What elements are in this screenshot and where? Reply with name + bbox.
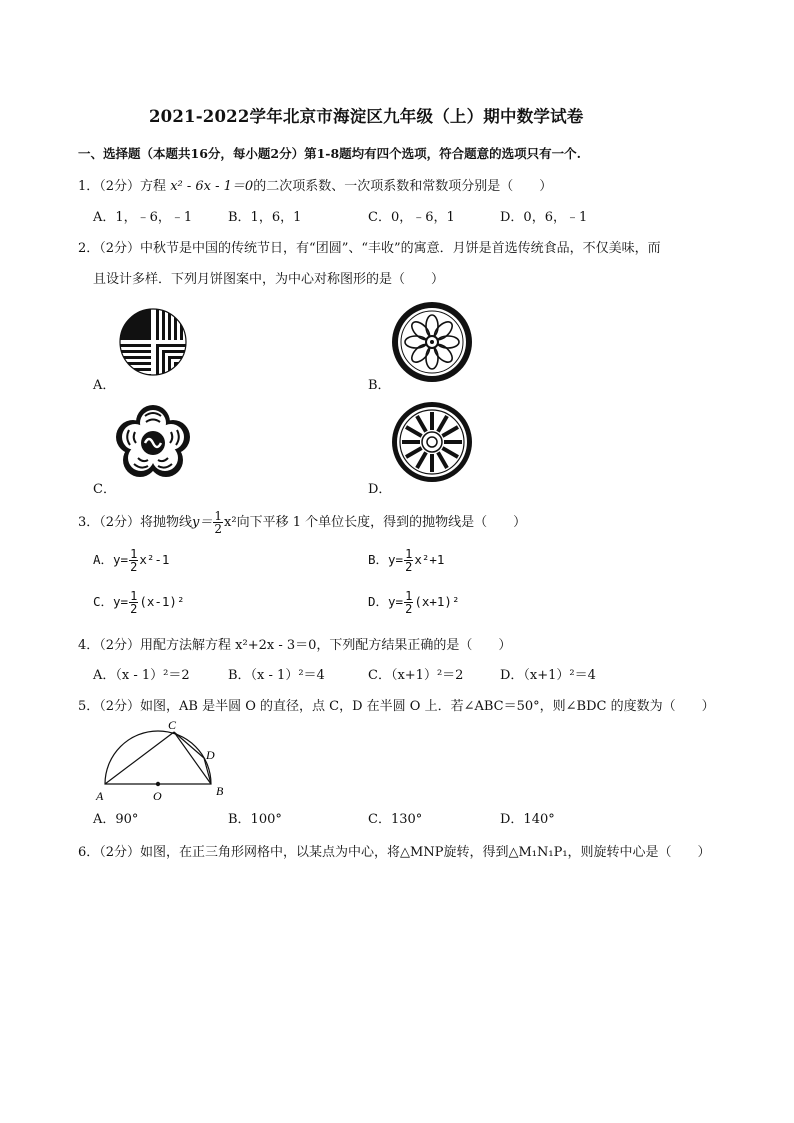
q3-option-c-den: 2 <box>130 602 138 616</box>
q4-option-d[interactable]: D．（x+1）²＝4 <box>500 668 596 683</box>
q1-option-c[interactable]: C．0，﹣6，1 <box>368 210 455 225</box>
q1-option-a[interactable]: A．1，﹣6，﹣1 <box>93 210 193 225</box>
section-header: 一、选择题（本题共16分，每小题2分）第1-8题均有四个选项，符合题意的选项只有一个. <box>78 146 582 161</box>
q3-option-b-den: 2 <box>405 560 413 574</box>
q3-option-d-den: 2 <box>405 602 413 616</box>
q3-option-a-lhs: y= <box>113 552 129 567</box>
q3-option-a-fraction <box>129 548 138 573</box>
q5-option-a[interactable]: A．90° <box>93 812 139 827</box>
question-2-stem-line1: 2．（2分）中秋节是中国的传统节日，有“团圆”、“丰收”的寓意．月饼是首选传统食品，不仅美味，而 <box>78 241 661 256</box>
q3-option-a-den: 2 <box>130 560 138 574</box>
q3-option-d-lhs: y= <box>388 594 404 609</box>
q5-option-b[interactable]: B．100° <box>228 812 282 827</box>
question-4-stem: 4．（2分）用配方法解方程 x²+2x - 3＝0，下列配方结果正确的是（ ） <box>78 638 512 653</box>
question-5-stem: 5．（2分）如图，AB 是半圆 O 的直径，点 C，D 在半圆 O 上．若∠ABC＝50°，则∠BDC 的度数为（ ） <box>78 699 715 714</box>
q4-option-c[interactable]: C．（x+1）²＝2 <box>368 668 464 683</box>
q5-point-o-label: O <box>153 789 162 803</box>
mooncake-c-icon[interactable] <box>115 402 191 482</box>
q3-option-b-rhs: x²+1 <box>414 552 445 567</box>
q3-option-c-num: 1 <box>130 589 138 603</box>
q3-option-d-label: D． <box>368 594 389 609</box>
q3-lhs: y＝ <box>192 515 213 530</box>
q3-stem-pre: 3．（2分）将抛物线 <box>78 515 193 530</box>
q3-option-a[interactable] <box>93 548 169 573</box>
q3-option-b[interactable] <box>368 548 444 573</box>
q1-option-d[interactable]: D．0，6，﹣1 <box>500 210 588 225</box>
q2-option-b-label[interactable]: B． <box>368 378 391 393</box>
q5-point-a-label: A <box>96 789 104 803</box>
page-title: 2021-2022学年北京市海淀区九年级（上）期中数学试卷 <box>149 107 584 126</box>
q3-x2: x² <box>224 515 237 530</box>
q3-option-c-label: C． <box>93 594 114 609</box>
q3-option-d-num: 1 <box>405 589 413 603</box>
mooncake-d-icon[interactable] <box>390 400 474 484</box>
q2-option-d-label[interactable]: D． <box>368 482 392 497</box>
question-3-stem <box>78 510 526 535</box>
question-2-stem-line2: 且设计多样．下列月饼图案中，为中心对称图形的是（ ） <box>93 272 445 287</box>
q3-option-b-lhs: y= <box>388 552 404 567</box>
q3-fraction-den: 2 <box>214 522 223 536</box>
q4-option-b[interactable]: B．（x - 1）²＝4 <box>228 668 325 683</box>
q3-option-c-lhs: y= <box>113 594 129 609</box>
q3-option-b-num: 1 <box>405 547 413 561</box>
mooncake-a-icon[interactable] <box>118 300 188 384</box>
q5-point-b-label: B <box>216 784 224 798</box>
q3-fraction <box>213 510 223 535</box>
q3-option-a-num: 1 <box>130 547 138 561</box>
q5-point-c-label: C <box>168 718 177 732</box>
q3-option-c[interactable] <box>93 590 184 615</box>
q5-semicircle-figure <box>92 718 232 803</box>
q3-fraction-num: 1 <box>214 509 223 523</box>
q3-stem-post: 向下平移 1 个单位长度，得到的抛物线是（ ） <box>236 515 527 530</box>
q3-option-b-label: B． <box>368 552 389 567</box>
question-1-stem <box>78 175 552 194</box>
q3-option-d-fraction <box>404 590 413 615</box>
q4-option-a[interactable]: A．（x - 1）²＝2 <box>93 668 190 683</box>
q3-option-a-rhs: x²-1 <box>139 552 170 567</box>
question-6-stem: 6．（2分）如图，在正三角形网格中，以某点为中心，将△MNP旋转，得到△M₁N₁P₁，则旋转中心是（ ） <box>78 845 711 860</box>
q1-number: 1．（2分）方程 <box>78 179 171 194</box>
q3-option-c-fraction <box>129 590 138 615</box>
q1-option-b[interactable]: B．1，6，1 <box>228 210 302 225</box>
q3-option-c-rhs: (x-1)² <box>139 594 185 609</box>
q2-option-a-label[interactable]: A． <box>93 378 116 393</box>
q1-stem-text: 的二次项系数、一次项系数和常数项分别是（ ） <box>253 179 553 194</box>
q5-option-c[interactable]: C．130° <box>368 812 423 827</box>
q3-option-a-label: A． <box>93 552 114 567</box>
q2-option-c-label[interactable]: C． <box>93 482 116 497</box>
q3-option-d-rhs: (x+1)² <box>414 594 460 609</box>
mooncake-b-icon[interactable] <box>390 300 474 384</box>
q1-equation: x² - 6x - 1＝0 <box>170 179 254 194</box>
q3-option-d[interactable] <box>368 590 459 615</box>
q5-option-d[interactable]: D．140° <box>500 812 555 827</box>
q3-option-b-fraction <box>404 548 413 573</box>
q5-point-d-label: D <box>206 748 215 762</box>
